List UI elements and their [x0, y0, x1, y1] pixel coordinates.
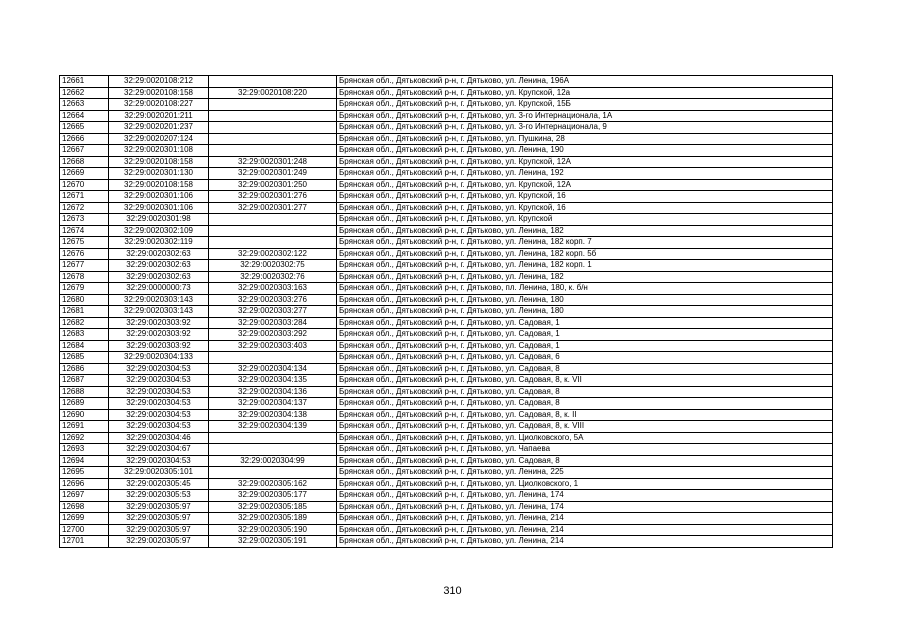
table-row: [60, 386, 833, 398]
row-number-cell: 12674: [60, 225, 109, 237]
row-number-cell: 12677: [60, 260, 109, 272]
cadastral-number-cell: 32:29:0020201:237: [109, 122, 209, 134]
related-cadastral-number-cell: 32:29:0020302:75: [209, 260, 337, 272]
table-row: [60, 237, 833, 249]
cadastral-table: [59, 75, 833, 548]
cadastral-number-cell: 32:29:0020305:97: [109, 524, 209, 536]
address-cell: Брянская обл., Дятьковский р-н, г. Дятьково, ул. Садовая, 8, к. VII: [337, 375, 833, 387]
cadastral-number-cell: 32:29:0020305:101: [109, 467, 209, 479]
cadastral-number-cell: 32:29:0020303:143: [109, 306, 209, 318]
address-cell: Брянская обл., Дятьковский р-н, г. Дятьково, ул. Циолковского, 5А: [337, 432, 833, 444]
related-cadastral-number-cell: [209, 76, 337, 88]
address-cell: Брянская обл., Дятьковский р-н, г. Дятьково, ул. Крупской, 12А: [337, 156, 833, 168]
related-cadastral-number-cell: 32:29:0020304:134: [209, 363, 337, 375]
related-cadastral-number-cell: 32:29:0020303:277: [209, 306, 337, 318]
address-cell: Брянская обл., Дятьковский р-н, г. Дятьково, ул. Ленина, 214: [337, 524, 833, 536]
related-cadastral-number-cell: 32:29:0020303:403: [209, 340, 337, 352]
address-cell: Брянская обл., Дятьковский р-н, г. Дятьково, ул. Садовая, 1: [337, 340, 833, 352]
table-row: [60, 317, 833, 329]
address-cell: Брянская обл., Дятьковский р-н, г. Дятьково, ул. 3-го Интернационала, 9: [337, 122, 833, 134]
related-cadastral-number-cell: 32:29:0020108:220: [209, 87, 337, 99]
table-row: [60, 87, 833, 99]
row-number-cell: 12662: [60, 87, 109, 99]
related-cadastral-number-cell: [209, 352, 337, 364]
cadastral-number-cell: 32:29:0020302:63: [109, 248, 209, 260]
related-cadastral-number-cell: 32:29:0020305:177: [209, 490, 337, 502]
related-cadastral-number-cell: 32:29:0020305:190: [209, 524, 337, 536]
cadastral-number-cell: 32:29:0020302:63: [109, 271, 209, 283]
row-number-cell: 12676: [60, 248, 109, 260]
related-cadastral-number-cell: [209, 214, 337, 226]
table-row: [60, 409, 833, 421]
table-row: [60, 490, 833, 502]
row-number-cell: 12669: [60, 168, 109, 180]
address-cell: Брянская обл., Дятьковский р-н, г. Дятьково, ул. Ленина, 180: [337, 294, 833, 306]
address-cell: Брянская обл., Дятьковский р-н, г. Дятьково, ул. Садовая, 6: [337, 352, 833, 364]
address-cell: Брянская обл., Дятьковский р-н, г. Дятьково, ул. Ленина, 196А: [337, 76, 833, 88]
table-row: [60, 444, 833, 456]
row-number-cell: 12683: [60, 329, 109, 341]
related-cadastral-number-cell: 32:29:0020304:99: [209, 455, 337, 467]
row-number-cell: 12689: [60, 398, 109, 410]
cadastral-number-cell: 32:29:0000000:73: [109, 283, 209, 295]
cadastral-number-cell: 32:29:0020108:158: [109, 87, 209, 99]
address-cell: Брянская обл., Дятьковский р-н, г. Дятьково, ул. Чапаева: [337, 444, 833, 456]
table-row: [60, 225, 833, 237]
cadastral-number-cell: 32:29:0020108:158: [109, 156, 209, 168]
row-number-cell: 12680: [60, 294, 109, 306]
table-row: [60, 156, 833, 168]
cadastral-number-cell: 32:29:0020304:53: [109, 455, 209, 467]
table-row: [60, 363, 833, 375]
table-row: [60, 524, 833, 536]
row-number-cell: 12699: [60, 513, 109, 525]
related-cadastral-number-cell: 32:29:0020303:163: [209, 283, 337, 295]
row-number-cell: 12690: [60, 409, 109, 421]
related-cadastral-number-cell: [209, 225, 337, 237]
address-cell: Брянская обл., Дятьковский р-н, г. Дятьково, ул. Ленина, 182 корп. 1: [337, 260, 833, 272]
row-number-cell: 12661: [60, 76, 109, 88]
related-cadastral-number-cell: 32:29:0020304:139: [209, 421, 337, 433]
related-cadastral-number-cell: 32:29:0020302:122: [209, 248, 337, 260]
cadastral-number-cell: 32:29:0020304:133: [109, 352, 209, 364]
table-row: [60, 421, 833, 433]
address-cell: Брянская обл., Дятьковский р-н, г. Дятьково, ул. Крупской, 15Б: [337, 99, 833, 111]
address-cell: Брянская обл., Дятьковский р-н, г. Дятьково, ул. Ленина, 182 корп. 7: [337, 237, 833, 249]
related-cadastral-number-cell: 32:29:0020303:284: [209, 317, 337, 329]
row-number-cell: 12687: [60, 375, 109, 387]
table-row: [60, 432, 833, 444]
row-number-cell: 12696: [60, 478, 109, 490]
related-cadastral-number-cell: 32:29:0020301:276: [209, 191, 337, 203]
cadastral-number-cell: 32:29:0020304:53: [109, 363, 209, 375]
row-number-cell: 12666: [60, 133, 109, 145]
row-number-cell: 12679: [60, 283, 109, 295]
row-number-cell: 12697: [60, 490, 109, 502]
address-cell: Брянская обл., Дятьковский р-н, г. Дятьково, ул. Ленина, 174: [337, 490, 833, 502]
address-cell: Брянская обл., Дятьковский р-н, г. Дятьково, ул. Крупской, 12а: [337, 87, 833, 99]
table-row: [60, 501, 833, 513]
cadastral-number-cell: 32:29:0020301:130: [109, 168, 209, 180]
row-number-cell: 12701: [60, 536, 109, 548]
cadastral-number-cell: 32:29:0020304:53: [109, 386, 209, 398]
cadastral-number-cell: 32:29:0020301:106: [109, 202, 209, 214]
row-number-cell: 12668: [60, 156, 109, 168]
table-row: [60, 375, 833, 387]
cadastral-number-cell: 32:29:0020301:108: [109, 145, 209, 157]
address-cell: Брянская обл., Дятьковский р-н, г. Дятьково, пл. Ленина, 180, к. б/н: [337, 283, 833, 295]
related-cadastral-number-cell: [209, 145, 337, 157]
address-cell: Брянская обл., Дятьковский р-н, г. Дятьково, ул. Ленина, 192: [337, 168, 833, 180]
row-number-cell: 12688: [60, 386, 109, 398]
address-cell: Брянская обл., Дятьковский р-н, г. Дятьково, ул. Ленина, 182: [337, 271, 833, 283]
related-cadastral-number-cell: 32:29:0020301:248: [209, 156, 337, 168]
row-number-cell: 12664: [60, 110, 109, 122]
table-row: [60, 329, 833, 341]
address-cell: Брянская обл., Дятьковский р-н, г. Дятьково, ул. Крупской: [337, 214, 833, 226]
address-cell: Брянская обл., Дятьковский р-н, г. Дятьково, ул. Ленина, 214: [337, 513, 833, 525]
address-cell: Брянская обл., Дятьковский р-н, г. Дятьково, ул. Садовая, 8: [337, 398, 833, 410]
address-cell: Брянская обл., Дятьковский р-н, г. Дятьково, ул. Ленина, 182 корп. 5б: [337, 248, 833, 260]
cadastral-number-cell: 32:29:0020207:124: [109, 133, 209, 145]
related-cadastral-number-cell: [209, 432, 337, 444]
table-row: [60, 260, 833, 272]
address-cell: Брянская обл., Дятьковский р-н, г. Дятьково, ул. Садовая, 8: [337, 386, 833, 398]
address-cell: Брянская обл., Дятьковский р-н, г. Дятьково, ул. Ленина, 182: [337, 225, 833, 237]
table-row: [60, 110, 833, 122]
cadastral-number-cell: 32:29:0020302:109: [109, 225, 209, 237]
cadastral-number-cell: 32:29:0020304:53: [109, 421, 209, 433]
row-number-cell: 12692: [60, 432, 109, 444]
related-cadastral-number-cell: [209, 444, 337, 456]
table-row: [60, 513, 833, 525]
cadastral-number-cell: 32:29:0020201:211: [109, 110, 209, 122]
related-cadastral-number-cell: 32:29:0020303:292: [209, 329, 337, 341]
cadastral-number-cell: 32:29:0020305:45: [109, 478, 209, 490]
table-row: [60, 76, 833, 88]
address-cell: Брянская обл., Дятьковский р-н, г. Дятьково, ул. Пушкина, 28: [337, 133, 833, 145]
cadastral-table-body: [60, 76, 833, 548]
cadastral-number-cell: 32:29:0020303:92: [109, 340, 209, 352]
table-row: [60, 133, 833, 145]
page-number: 310: [443, 585, 462, 597]
row-number-cell: 12700: [60, 524, 109, 536]
table-row: [60, 145, 833, 157]
related-cadastral-number-cell: 32:29:0020305:162: [209, 478, 337, 490]
related-cadastral-number-cell: 32:29:0020304:138: [209, 409, 337, 421]
table-row: [60, 214, 833, 226]
cadastral-number-cell: 32:29:0020304:53: [109, 375, 209, 387]
row-number-cell: 12675: [60, 237, 109, 249]
row-number-cell: 12694: [60, 455, 109, 467]
related-cadastral-number-cell: 32:29:0020303:276: [209, 294, 337, 306]
cadastral-number-cell: 32:29:0020305:97: [109, 513, 209, 525]
cadastral-number-cell: 32:29:0020305:53: [109, 490, 209, 502]
row-number-cell: 12673: [60, 214, 109, 226]
cadastral-number-cell: 32:29:0020304:46: [109, 432, 209, 444]
row-number-cell: 12693: [60, 444, 109, 456]
related-cadastral-number-cell: [209, 237, 337, 249]
row-number-cell: 12684: [60, 340, 109, 352]
address-cell: Брянская обл., Дятьковский р-н, г. Дятьково, ул. Садовая, 8, к. II: [337, 409, 833, 421]
address-cell: Брянская обл., Дятьковский р-н, г. Дятьково, ул. Садовая, 8, к. VIII: [337, 421, 833, 433]
table-row: [60, 352, 833, 364]
cadastral-number-cell: 32:29:0020108:212: [109, 76, 209, 88]
table-row: [60, 455, 833, 467]
related-cadastral-number-cell: 32:29:0020304:136: [209, 386, 337, 398]
address-cell: Брянская обл., Дятьковский р-н, г. Дятьково, ул. Садовая, 1: [337, 317, 833, 329]
table-row: [60, 398, 833, 410]
cadastral-number-cell: 32:29:0020305:97: [109, 501, 209, 513]
table-row: [60, 294, 833, 306]
address-cell: Брянская обл., Дятьковский р-н, г. Дятьково, ул. Ленина, 225: [337, 467, 833, 479]
address-cell: Брянская обл., Дятьковский р-н, г. Дятьково, ул. Садовая, 8: [337, 455, 833, 467]
table-row: [60, 248, 833, 260]
table-row: [60, 306, 833, 318]
address-cell: Брянская обл., Дятьковский р-н, г. Дятьково, ул. Ленина, 180: [337, 306, 833, 318]
row-number-cell: 12686: [60, 363, 109, 375]
related-cadastral-number-cell: 32:29:0020301:249: [209, 168, 337, 180]
table-row: [60, 168, 833, 180]
related-cadastral-number-cell: [209, 122, 337, 134]
table-row: [60, 467, 833, 479]
table-row: [60, 536, 833, 548]
cadastral-number-cell: 32:29:0020304:53: [109, 398, 209, 410]
row-number-cell: 12670: [60, 179, 109, 191]
row-number-cell: 12667: [60, 145, 109, 157]
row-number-cell: 12672: [60, 202, 109, 214]
table-row: [60, 478, 833, 490]
address-cell: Брянская обл., Дятьковский р-н, г. Дятьково, ул. Садовая, 1: [337, 329, 833, 341]
row-number-cell: 12691: [60, 421, 109, 433]
table-row: [60, 191, 833, 203]
row-number-cell: 12665: [60, 122, 109, 134]
row-number-cell: 12663: [60, 99, 109, 111]
related-cadastral-number-cell: [209, 133, 337, 145]
row-number-cell: 12685: [60, 352, 109, 364]
table-row: [60, 283, 833, 295]
cadastral-number-cell: 32:29:0020108:158: [109, 179, 209, 191]
related-cadastral-number-cell: [209, 99, 337, 111]
table-row: [60, 99, 833, 111]
related-cadastral-number-cell: 32:29:0020305:185: [209, 501, 337, 513]
row-number-cell: 12695: [60, 467, 109, 479]
table-row: [60, 179, 833, 191]
address-cell: Брянская обл., Дятьковский р-н, г. Дятьково, ул. Крупской, 12А: [337, 179, 833, 191]
cadastral-number-cell: 32:29:0020304:67: [109, 444, 209, 456]
row-number-cell: 12681: [60, 306, 109, 318]
cadastral-number-cell: 32:29:0020302:119: [109, 237, 209, 249]
table-row: [60, 271, 833, 283]
related-cadastral-number-cell: [209, 110, 337, 122]
related-cadastral-number-cell: 32:29:0020301:250: [209, 179, 337, 191]
related-cadastral-number-cell: [209, 467, 337, 479]
address-cell: Брянская обл., Дятьковский р-н, г. Дятьково, ул. Крупской, 16: [337, 202, 833, 214]
address-cell: Брянская обл., Дятьковский р-н, г. Дятьково, ул. Циолковского, 1: [337, 478, 833, 490]
row-number-cell: 12698: [60, 501, 109, 513]
row-number-cell: 12671: [60, 191, 109, 203]
cadastral-number-cell: 32:29:0020305:97: [109, 536, 209, 548]
related-cadastral-number-cell: 32:29:0020301:277: [209, 202, 337, 214]
cadastral-number-cell: 32:29:0020302:63: [109, 260, 209, 272]
address-cell: Брянская обл., Дятьковский р-н, г. Дятьково, ул. Ленина, 174: [337, 501, 833, 513]
address-cell: Брянская обл., Дятьковский р-н, г. Дятьково, ул. Крупской, 16: [337, 191, 833, 203]
related-cadastral-number-cell: 32:29:0020304:135: [209, 375, 337, 387]
cadastral-number-cell: 32:29:0020303:143: [109, 294, 209, 306]
cadastral-number-cell: 32:29:0020304:53: [109, 409, 209, 421]
cadastral-number-cell: 32:29:0020303:92: [109, 317, 209, 329]
address-cell: Брянская обл., Дятьковский р-н, г. Дятьково, ул. 3-го Интернационала, 1А: [337, 110, 833, 122]
table-row: [60, 202, 833, 214]
address-cell: Брянская обл., Дятьковский р-н, г. Дятьково, ул. Ленина, 214: [337, 536, 833, 548]
row-number-cell: 12682: [60, 317, 109, 329]
related-cadastral-number-cell: 32:29:0020305:191: [209, 536, 337, 548]
cadastral-number-cell: 32:29:0020301:106: [109, 191, 209, 203]
cadastral-number-cell: 32:29:0020303:92: [109, 329, 209, 341]
table-row: [60, 122, 833, 134]
address-cell: Брянская обл., Дятьковский р-н, г. Дятьково, ул. Ленина, 190: [337, 145, 833, 157]
cadastral-number-cell: 32:29:0020108:227: [109, 99, 209, 111]
related-cadastral-number-cell: 32:29:0020302:76: [209, 271, 337, 283]
table-row: [60, 340, 833, 352]
row-number-cell: 12678: [60, 271, 109, 283]
related-cadastral-number-cell: 32:29:0020304:137: [209, 398, 337, 410]
address-cell: Брянская обл., Дятьковский р-н, г. Дятьково, ул. Садовая, 8: [337, 363, 833, 375]
related-cadastral-number-cell: 32:29:0020305:189: [209, 513, 337, 525]
cadastral-number-cell: 32:29:0020301:98: [109, 214, 209, 226]
